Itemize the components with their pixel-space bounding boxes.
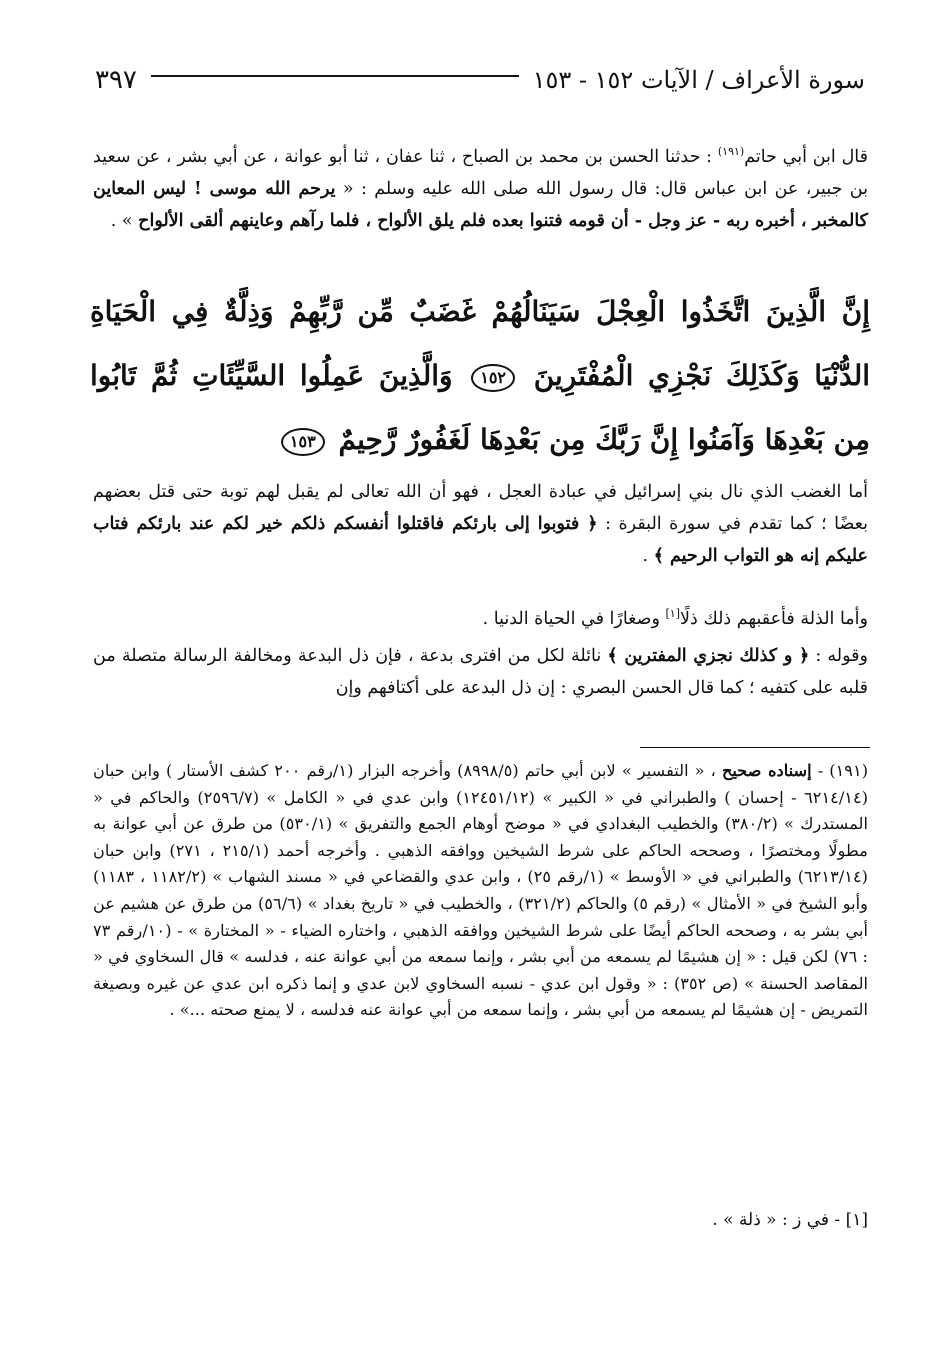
footnote-rule [640,747,870,748]
ayah-marker-152: ١٥٢ [471,364,515,392]
header-rule [151,75,519,77]
hadith-text: يرحم الله موسى ! ليس المعاين كالمخبر ، أخبره ربه - عز وجل - أن قومه فتنوا بعده فلم يلق الألواح ، فلما رآهم وعاينهم ألقى الألواح [93,178,868,231]
paragraph-wrath [93,476,868,572]
ayah-marker-153: ١٥٣ [281,428,325,456]
hadith-close: » . [110,210,139,231]
verse-part-1: إِنَّ الَّذِينَ اتَّخَذُوا الْعِجْلَ سَيَنَالُهُمْ غَضَبٌ مِّن رَّبِّهِمْ وَذِلَّةٌ فِي الْحَيَاةِ الدُّنْيَا وَكَذَلِكَ نَجْزِي الْمُفْتَرِينَ [90,295,871,392]
footnote-191 [93,758,868,1024]
quran-quote-baqarah: ﴿ فتوبوا إلى بارئكم فاقتلوا أنفسكم ذلكم خير لكم عند بارئكم فتاب عليكم إنه هو التواب الرحيم ﴾ [93,514,868,566]
page-number: ٣٩٧ [95,65,137,95]
footnote-1: [١] - في ز : « ذلة » . [712,1210,868,1230]
paragraph-innovation-a: وقوله : [809,646,868,666]
paragraph-wrath-end: . [642,546,654,566]
hadith-paragraph [93,136,868,237]
footnote-ref-191[interactable]: (١٩١) [717,145,745,158]
verse-part-2: وَالَّذِينَ عَمِلُوا السَّيِّئَاتِ ثُمَّ تَابُوا مِن بَعْدِهَا وَآمَنُوا إِنَّ رَبَّكَ مِن بَعْدِهَا لَغَفُورٌ رَّحِيمٌ [90,359,870,456]
paragraph-humiliation-b: وصغارًا في الحياة الدنيا . [482,608,666,629]
paragraph-humiliation [93,598,868,635]
paragraph-innovation-b: نائلة لكل من افترى بدعة ، فإن ذل البدعة ومخالفة الرسالة متصلة من قلبه على كتفيه ؛ كما قال الحسن البصري : إن ذل البدعة على أكتافهم وإن [93,646,868,698]
header-title: سورة الأعراف / الآيات ١٥٢ - ١٥٣ [532,66,865,94]
paragraph-innovation [93,640,868,704]
quran-quote-muftarin: ﴿ و كذلك نجزي المفترين ﴾ [607,646,810,666]
footnote-ref-1[interactable]: [١] [665,607,680,620]
hadith-intro: قال ابن أبي حاتم [744,146,868,167]
footnote-191-text: ، « التفسير » لابن أبي حاتم (٨٩٩٨/٥) وأخرجه البزار (١/رقم ٢٠٠ كشف الأستار ) وابن حبان (٦٢١٤/١٤ - إحسان ) والطبراني في « الكبير » (١٢٤٥١/١٢) وابن عدي في « الكامل » (٢٥٩٦/٧) والحاكم في « المستدرك » (٣٨٠/٢) والخطيب البغدادي في « موضح أوهام الجمع والتفريق » (٥٣٠/١) من طرق عن أبي عوانة به مطولًا ومختصرًا ، وصححه الحاكم على شرط الشيخين ووافقه الذهبي . وأخرجه أحمد (٢١٥/١ ، ٢٧١) وابن حبان (٦٢١٣/١٤) والطبراني في « الأوسط » (١/رقم ٢٥) ، وابن عدي والقضاعي في « مسند الشهاب » (١١٨٢/٢ ، ١١٨٣) وأبو الشيخ في « الأمثال » (رقم ٥) والحاكم (٣٢١/٢) ، والخطيب في « تاريخ بغداد » (٥٦/٦) من طرق عن هشيم عن أبي بشر به ، وصححه الحاكم أيضًا على شرط الشيخين ووافقه الذهبي ، واختاره الضياء - « المختارة » - (١٠/رقم ٧٣ : ٧٦) لكن قيل : « إن هشيمًا لم يسمعه من أبي بشر ، وإنما سمعه من أبي عوانة عنه ، فدلسه » قال السخاوي في « المقاصد الحسنة » (ص ٣٥٢) : « وقول ابن عدي - نسبه السخاوي لابن عدي و إنما ذكره ابن عدي عن غيره وبصيغة التمريض - إن هشيمًا لم يسمعه من أبي بشر ، وإنما سمعه من أبي عوانة عنه فدلسه ، لا يمنع صحته ...» . [93,761,869,1020]
running-header [95,60,865,100]
hadith-chain: : حدثنا الحسن بن محمد بن الصباح ، ثنا عفان ، ثنا أبو عوانة ، عن أبي بشر ، عن سعيد بن جبير، عن ابن عباس قال: قال رسول الله صلى الله عليه وسلم : « [93,146,868,199]
paragraph-wrath-text: أما الغضب الذي نال بني إسرائيل في عبادة العجل ، فهو أن الله تعالى لم يقبل لهم توبة حتى قتل بعضهم بعضًا ؛ كما تقدم في سورة البقرة : [93,482,868,534]
paragraph-humiliation-a: وأما الذلة فأعقبهم ذلك ذلًا [680,608,868,629]
footnote-191-number: (١٩١) - [811,761,869,780]
quran-verse [90,280,870,472]
footnote-191-grade: إسناده صحيح [721,761,812,780]
